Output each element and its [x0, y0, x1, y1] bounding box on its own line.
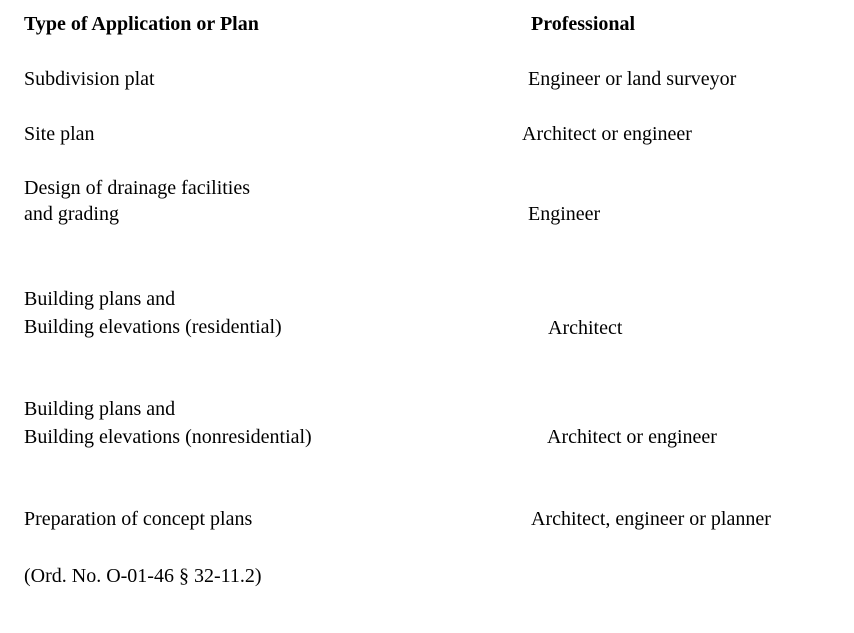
row-type: Building plans and — [24, 288, 176, 310]
row-professional: Architect or engineer — [547, 426, 717, 448]
table-row — [24, 395, 312, 451]
row-type: Building plans and — [24, 398, 176, 420]
table-row — [24, 175, 250, 227]
row-professional: Architect or engineer — [522, 123, 692, 145]
column-header-professional: Professional — [531, 13, 636, 35]
row-type: Design of drainage facilities — [24, 177, 251, 199]
table-row — [24, 65, 155, 93]
row-professional: Architect — [548, 317, 623, 339]
ordinance-citation: (Ord. No. O-01-46 § 32-11.2) — [24, 565, 262, 587]
table-row — [24, 120, 95, 148]
row-type: Preparation of concept plans — [24, 508, 253, 530]
row-professional: Engineer — [528, 203, 601, 225]
row-type: Site plan — [24, 123, 95, 145]
table-row — [24, 505, 252, 533]
row-type: Subdivision plat — [24, 68, 155, 90]
row-professional: Engineer or land surveyor — [528, 68, 737, 90]
table-row — [24, 285, 282, 341]
row-professional: Architect, engineer or planner — [531, 508, 771, 530]
row-type: Building elevations (residential) — [24, 316, 282, 338]
row-type: Building elevations (nonresidential) — [24, 426, 312, 448]
column-header-type: Type of Application or Plan — [24, 13, 259, 35]
row-type: and grading — [24, 203, 119, 225]
